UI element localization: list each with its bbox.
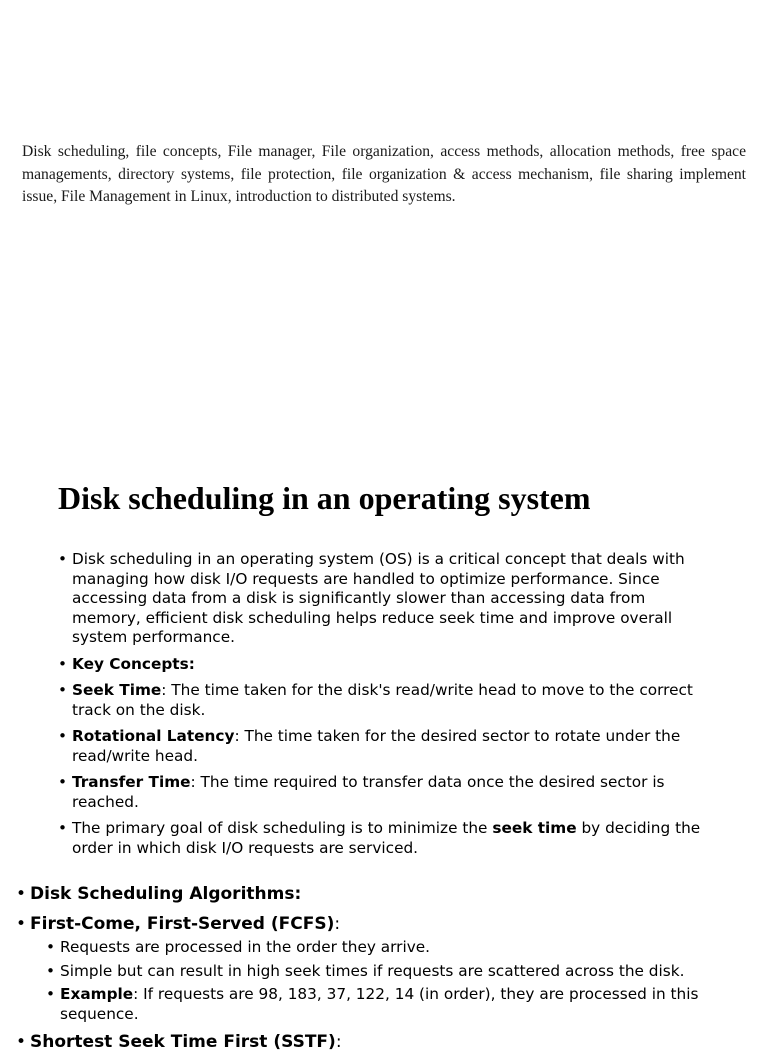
rotational-latency-term: Rotational Latency (72, 727, 235, 745)
goal-before: The primary goal of disk scheduling is to minimize the (72, 819, 493, 837)
sstf-colon: : (335, 1032, 342, 1052)
seek-time-desc: : The time taken for the disk's read/write head to move to the correct track on the disk. (72, 681, 693, 719)
transfer-time-desc: : The time required to transfer data once the desired sector is reached. (72, 773, 665, 811)
fcfs-example-term: Example (60, 985, 134, 1003)
goal-bold: seek time (492, 819, 577, 837)
syllabus-paragraph: Disk scheduling, file concepts, File manager, File organization, access methods, allocation methods, free space managements, directory systems, file protection, file organization & access mechanism, file sharing implement issue, File Management in Linux, introduction to distributed systems. (22, 143, 746, 205)
transfer-time-term: Transfer Time (72, 773, 191, 791)
intro-text: Disk scheduling in an operating system (OS) is a critical concept that deals with managing how disk I/O requests are handled to optimize performance. Since accessing data from a disk is significantly slower than accessing data from memory, efficient disk scheduling helps reduce seek time and improve overall system performance. (72, 550, 685, 646)
sstf-title: Shortest Seek Time First (SSTF) (30, 1032, 336, 1052)
fcfs-sublist (46, 938, 756, 1024)
list-item-key-concepts (58, 655, 718, 675)
fcfs-details (46, 938, 756, 1024)
goal-after: by deciding the order in which disk I/O requests are serviced. (72, 819, 701, 857)
slide-title: Disk scheduling in an operating system (58, 480, 591, 516)
list-item-rotational-latency (58, 727, 718, 766)
fcfs-item-order: • Requests are processed in the order they arrive. (46, 938, 756, 958)
list-item-transfer-time (58, 773, 718, 812)
list-item-seek-time (58, 681, 718, 720)
key-concepts-label: Key Concepts: (72, 654, 195, 673)
concept-list (58, 550, 718, 865)
fcfs-item-example (46, 985, 756, 1024)
rotational-latency-desc: : The time taken for the desired sector to rotate under the read/write head. (72, 727, 681, 765)
fcfs-title: First-Come, First-Served (FCFS) (30, 914, 335, 934)
fcfs-item-seek: • Simple but can result in high seek times if requests are scattered across the disk. (46, 962, 756, 982)
fcfs-example-desc: : If requests are 98, 183, 37, 122, 14 (in order), they are processed in this sequence. (60, 985, 699, 1023)
algorithms-heading: Disk Scheduling Algorithms: (30, 884, 302, 904)
algorithm-sstf (16, 1030, 756, 1054)
list-item-intro (58, 550, 718, 648)
seek-time-term: Seek Time (72, 681, 162, 699)
algorithms-heading-item (16, 882, 756, 906)
fcfs-colon: : (334, 914, 341, 934)
algorithms-list (16, 882, 756, 1060)
list-item-goal (58, 819, 718, 858)
algorithm-fcfs (16, 912, 756, 1024)
